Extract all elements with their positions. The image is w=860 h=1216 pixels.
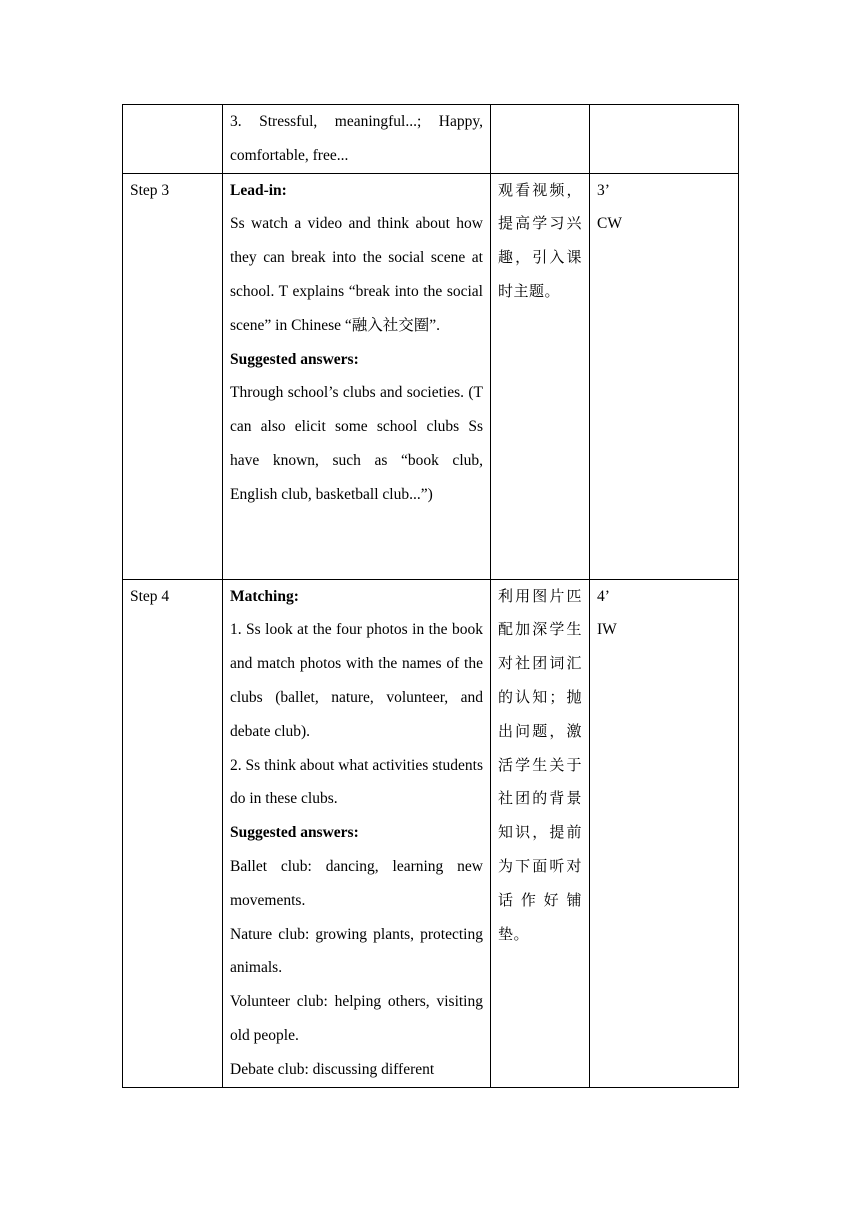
- time-value: 3’: [597, 181, 610, 199]
- section-heading: Suggested answers:: [230, 350, 359, 368]
- purpose-text: 利用图片匹配加深学生对社团词汇的认知；抛出问题，激活学生关于社团的背景知识，提前为下面听对话作好铺垫。: [498, 586, 582, 943]
- content-paragraph: 2. Ss think about what activities students do in these clubs.: [230, 756, 483, 808]
- time-mode-cell: [590, 105, 739, 174]
- step-label: Step 4: [130, 587, 170, 605]
- step-label: Step 3: [130, 181, 170, 199]
- mode-value: CW: [597, 215, 622, 233]
- content-cell: [223, 579, 491, 1087]
- section-heading: Lead-in:: [230, 181, 287, 199]
- content-paragraph: Ballet club: dancing, learning new movements.: [230, 857, 483, 909]
- content-cell: [223, 173, 491, 579]
- step-cell: [123, 579, 223, 1087]
- content-paragraph: 3. Stressful, meaningful...; Happy, comfortable, free...: [230, 113, 483, 164]
- content-paragraph: Debate club: discussing different: [230, 1060, 435, 1078]
- step-cell: [123, 105, 223, 174]
- purpose-text: 观看视频，提高学习兴趣，引入课时主题。: [498, 180, 582, 300]
- lesson-plan-table: [122, 104, 739, 1088]
- table-row: [123, 105, 739, 174]
- time-mode-cell: [590, 579, 739, 1087]
- time-mode-cell: [590, 173, 739, 579]
- content-paragraph: Ss watch a video and think about how they can break into the social scene at school. T explains “break into the social scene” in Chinese “融入社交圈”.: [230, 215, 483, 334]
- purpose-cell: [491, 105, 590, 174]
- step-cell: [123, 173, 223, 579]
- content-paragraph: Volunteer club: helping others, visiting old people.: [230, 993, 483, 1044]
- time-value: 4’: [597, 587, 610, 605]
- content-cell: [223, 105, 491, 174]
- section-heading: Matching:: [230, 587, 299, 605]
- content-paragraph: 1. Ss look at the four photos in the book and match photos with the names of the clubs (ballet, nature, volunteer, and debate club).: [230, 621, 483, 740]
- mode-value: IW: [597, 621, 617, 639]
- table-row: [123, 173, 739, 579]
- content-paragraph: Nature club: growing plants, protecting animals.: [230, 925, 483, 977]
- section-heading: Suggested answers:: [230, 824, 359, 842]
- content-paragraph: Through school’s clubs and societies. (T can also elicit some school clubs Ss have known, such as “book club, English club, basketball club...”): [230, 384, 483, 503]
- table-row: [123, 579, 739, 1087]
- purpose-cell: [491, 173, 590, 579]
- purpose-cell: [491, 579, 590, 1087]
